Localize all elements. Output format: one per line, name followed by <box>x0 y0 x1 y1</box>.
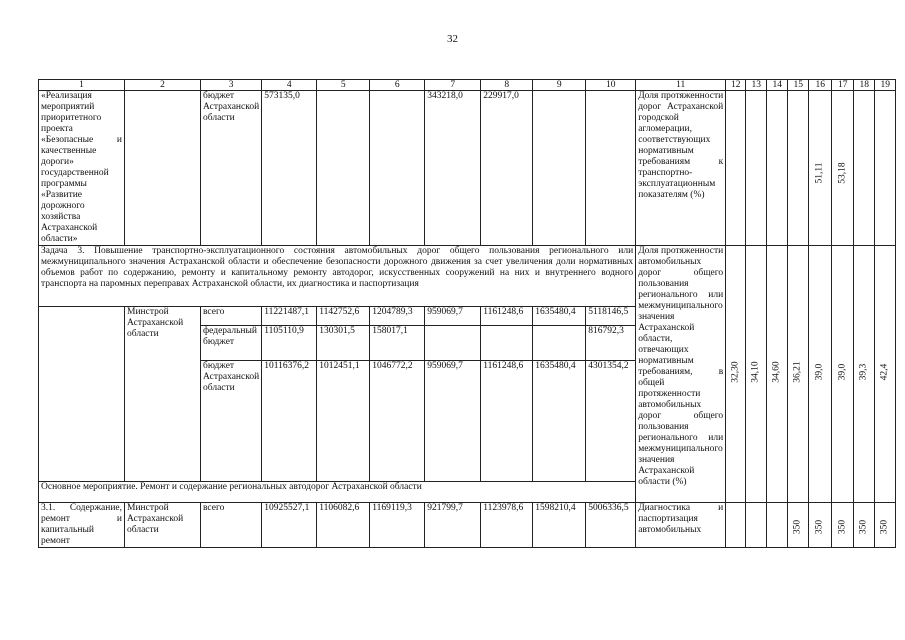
table-row <box>39 91 896 246</box>
target-value: 350 <box>814 519 825 535</box>
funding-source-cell: всего <box>201 307 262 326</box>
value-cell: 158017,1 <box>370 326 425 361</box>
col-header: 17 <box>832 80 854 91</box>
target-cell <box>809 503 832 548</box>
value-cell <box>586 91 636 246</box>
value-cell: 1169119,3 <box>370 503 425 548</box>
col-header: 19 <box>875 80 896 91</box>
col-header: 15 <box>788 80 809 91</box>
executor-cell: Минстрой Астраханской области <box>125 503 201 548</box>
value-cell: 1204789,3 <box>370 307 425 326</box>
funding-source-cell: бюджет Астраханской области <box>201 361 262 482</box>
value-cell: 5006336,5 <box>586 503 636 548</box>
col-header: 2 <box>125 80 201 91</box>
value-cell <box>481 326 533 361</box>
blank-cell <box>39 307 125 482</box>
target-value: 350 <box>792 519 803 535</box>
col-header: 4 <box>262 80 317 91</box>
value-cell: 1046772,2 <box>370 361 425 482</box>
target-cell <box>767 91 788 246</box>
value-cell: 1161248,6 <box>481 361 533 482</box>
target-cell <box>832 246 854 503</box>
value-cell: 130301,5 <box>317 326 370 361</box>
target-cell <box>746 246 767 503</box>
value-cell: 959069,7 <box>425 361 481 482</box>
target-cell <box>875 91 896 246</box>
target-cell <box>788 91 809 246</box>
col-header: 3 <box>201 80 262 91</box>
col-header: 18 <box>854 80 875 91</box>
target-cell <box>767 503 788 548</box>
col-header: 11 <box>636 80 726 91</box>
funding-source-cell: бюджет Астраханской области <box>201 91 262 246</box>
executor-cell: Минстрой Астраханской области <box>125 307 201 482</box>
target-cell <box>746 91 767 246</box>
value-cell: 10116376,2 <box>262 361 317 482</box>
value-cell: 11221487,1 <box>262 307 317 326</box>
target-cell <box>854 503 875 548</box>
main-event-title: Основное мероприятие. Ремонт и содержание региональных автодорог Астраханской области <box>39 482 896 503</box>
value-cell: 1161248,6 <box>481 307 533 326</box>
value-cell: 1142752,6 <box>317 307 370 326</box>
col-header: 16 <box>809 80 832 91</box>
target-value: 34,60 <box>771 361 782 383</box>
value-cell: 343218,0 <box>425 91 481 246</box>
value-cell: 1635480,4 <box>533 307 586 326</box>
value-cell: 5118146,5 <box>586 307 636 326</box>
target-value: 36,21 <box>792 361 803 383</box>
value-cell: 921799,7 <box>425 503 481 548</box>
value-cell: 1106082,6 <box>317 503 370 548</box>
target-value: 350 <box>879 519 890 535</box>
value-cell <box>533 326 586 361</box>
target-cell <box>809 246 832 503</box>
target-value: 51,11 <box>814 162 825 184</box>
indicator-cell: Доля протяженности дорог Астраханской городской агломерации, соответствующих нормативным требованиям к транспортно-эксплуатационным показателям (%) <box>636 91 726 246</box>
target-cell <box>854 91 875 246</box>
project-name-cell: «Реализация мероприятий приоритетного проекта «Безопасные и качественные дороги» государственной программы «Развитие дорожного хозяйства Астраханской области» <box>39 91 125 246</box>
value-cell: 1635480,4 <box>533 361 586 482</box>
value-cell <box>533 91 586 246</box>
value-cell: 1123978,6 <box>481 503 533 548</box>
indicator-cell: Доля протяженности автомобильных дорог общего пользования регионального или межмуниципального значения Астраханской области, отвечающих нормативным требованиям, в общей протяженности автомобильных дорог общего пользования регионального или межмуниципального значения Астраханской области (%) <box>636 246 726 503</box>
target-cell <box>854 246 875 503</box>
target-cell <box>746 503 767 548</box>
table-row <box>39 503 896 548</box>
executor-cell <box>125 91 201 246</box>
value-cell <box>370 91 425 246</box>
value-cell: 1598210,4 <box>533 503 586 548</box>
target-value: 42,4 <box>879 363 890 381</box>
col-header: 9 <box>533 80 586 91</box>
value-cell: 229917,0 <box>481 91 533 246</box>
col-header: 6 <box>370 80 425 91</box>
target-cell <box>788 246 809 503</box>
target-value: 32,30 <box>730 361 741 383</box>
target-cell <box>832 503 854 548</box>
activity-name-cell: 3.1. Содержание, ремонт и капитальный ремонт <box>39 503 125 548</box>
header-row <box>39 80 896 91</box>
value-cell: 1105110,9 <box>262 326 317 361</box>
col-header: 12 <box>726 80 746 91</box>
col-header: 10 <box>586 80 636 91</box>
target-cell <box>875 503 896 548</box>
target-value: 53,18 <box>837 162 848 184</box>
target-value: 34,10 <box>750 361 761 383</box>
target-cell <box>767 246 788 503</box>
value-cell: 10925527,1 <box>262 503 317 548</box>
value-cell: 959069,7 <box>425 307 481 326</box>
target-cell <box>832 91 854 246</box>
col-header: 13 <box>746 80 767 91</box>
target-value: 39,3 <box>858 363 869 381</box>
target-cell <box>875 246 896 503</box>
task-row <box>39 246 896 307</box>
target-cell <box>726 246 746 503</box>
funding-source-cell: федеральный бюджет <box>201 326 262 361</box>
value-cell: 4301354,2 <box>586 361 636 482</box>
value-cell: 816792,3 <box>586 326 636 361</box>
col-header: 14 <box>767 80 788 91</box>
target-value: 350 <box>858 519 869 535</box>
col-header: 1 <box>39 80 125 91</box>
target-cell <box>809 91 832 246</box>
target-value: 39,0 <box>814 363 825 381</box>
value-cell <box>317 91 370 246</box>
target-value: 39,0 <box>837 363 848 381</box>
target-cell <box>726 91 746 246</box>
value-cell: 1012451,1 <box>317 361 370 482</box>
task-description: Задача 3. Повышение транспортно-эксплуатационного состояния автомобильных дорог общего пользования регионального или межмуниципального значения Астраханской области и обеспечение безопасности дорожного движения за счет увеличения доли нормативных объемов работ по содержанию, ремонту и капитальному ремонту автодорог, искусственных сооружений на них и внутреннего водного транспорта на паромных переправах Астраханской области, их диагностика и паспортизация <box>39 246 636 307</box>
col-header: 8 <box>481 80 533 91</box>
program-table <box>38 79 896 548</box>
value-cell: 573135,0 <box>262 91 317 246</box>
value-cell <box>425 326 481 361</box>
funding-source-cell: всего <box>201 503 262 548</box>
indicator-cell: Диагностика и паспортизация автомобильных <box>636 503 726 548</box>
target-value: 350 <box>837 519 848 535</box>
col-header: 7 <box>425 80 481 91</box>
target-cell <box>726 503 746 548</box>
col-header: 5 <box>317 80 370 91</box>
target-cell <box>788 503 809 548</box>
page-number: 32 <box>447 33 458 45</box>
